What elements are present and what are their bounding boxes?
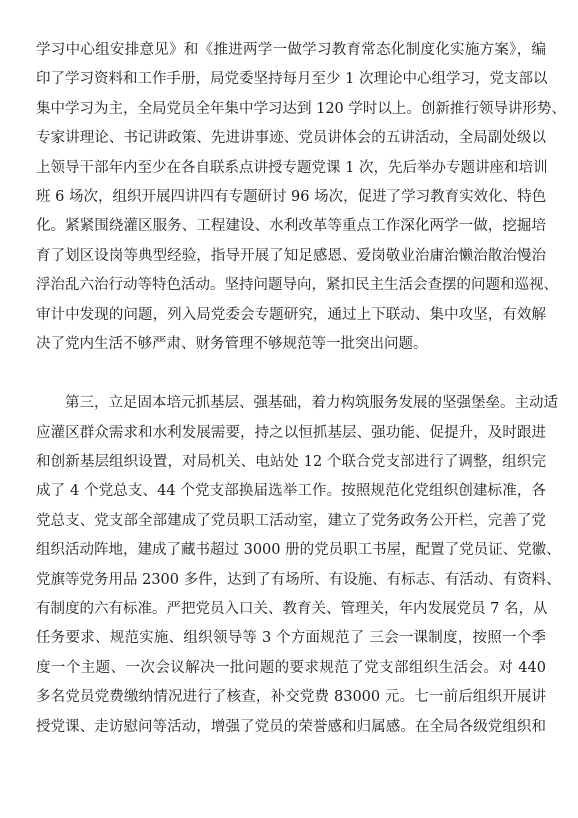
text-line: 成了 4 个党总支、44 个党支部换届选举工作。按照规范化党组织创建标准，各: [36, 483, 546, 500]
text-line: 决了党内生活不够严肃、财务管理不够规范等一批突出问题。: [36, 335, 428, 352]
text-line: 多名党员党费缴纳情况进行了核查，补交党费 83000 元。七一前后组织开展讲: [36, 689, 546, 706]
paragraph-study-education: [36, 36, 566, 359]
text-line: 和创新基层组织设置，对局机关、电站处 12 个联合党支部进行了调整，组织完: [36, 454, 546, 471]
text-line: 班 6 场次，组织开展四讲四有专题研讨 96 场次，促进了学习教育实效化、特色: [36, 188, 547, 205]
text-line: 上领导干部年内至少在各自联系点讲授专题党课 1 次，先后举办专题讲座和培训: [36, 159, 548, 176]
text-line: 浮治乱六治行动等特色活动。坚持问题导向，紧扣民主生活会查摆的问题和巡视、: [36, 277, 558, 294]
paragraph-third-point: [36, 389, 561, 742]
text-line: 任务要求、规范实施、组织领导等 3 个方面规范了 三会一课制度，按照一个季: [36, 630, 546, 647]
text-line: 党旗等党务用品 2300 多件，达到了有场所、有设施、有标志、有活动、有资料、: [36, 571, 561, 588]
text-line: 授党课、走访慰问等活动，增强了党员的荣誉感和归属感。在全局各级党组织和: [36, 718, 546, 735]
text-line: 党总支、党支部全部建成了党员职工活动室，建立了党务政务公开栏，完善了党: [36, 512, 546, 529]
text-line: 有制度的六有标准。严把党员入口关、教育关、管理关，年内发展党员 7 名，从: [36, 601, 548, 618]
paragraph-spacer: [36, 359, 546, 389]
text-line: 审计中发现的问题，列入局党委会专题研究，通过上下联动、集中攻坚，有效解: [36, 306, 546, 323]
text-line: 组织活动阵地，建成了藏书超过 3000 册的党员职工书屋，配置了党员证、党徽、: [36, 542, 561, 559]
text-line: 集中学习为主，全局党员全年集中学习达到 120 学时以上。创新推行领导讲形势、: [36, 100, 566, 117]
text-line: 度一个主题、一次会议解决一批问题的要求规范了党支部组织生活会。对 440: [36, 659, 546, 676]
text-line: 专家讲理论、书记讲政策、先进讲事迹、党员讲体会的五讲活动，全局副处级以: [36, 130, 546, 147]
text-line: 学习中心组安排意见》和《推进两学一做学习教育常态化制度化实施方案》，编: [36, 42, 546, 58]
text-line: 第三，立足固本培元抓基层、强基础，着力构筑服务发展的坚强堡垒。主动适: [65, 395, 558, 412]
text-line: 印了学习资料和工作手册，局党委坚持每月至少 1 次理论中心组学习，党支部以: [36, 71, 548, 88]
text-line: 化。紧紧围绕灌区服务、工程建设、水利改革等重点工作深化两学一做，挖掘培: [36, 218, 546, 235]
text-line: 应灌区群众需求和水利发展需要，持之以恒抓基层、强功能、促提升，及时跟进: [36, 424, 546, 441]
document-page: [36, 36, 566, 742]
text-line: 育了划区设岗等典型经验，指导开展了知足感恩、爱岗敬业治庸治懒治散治慢治: [36, 247, 546, 264]
